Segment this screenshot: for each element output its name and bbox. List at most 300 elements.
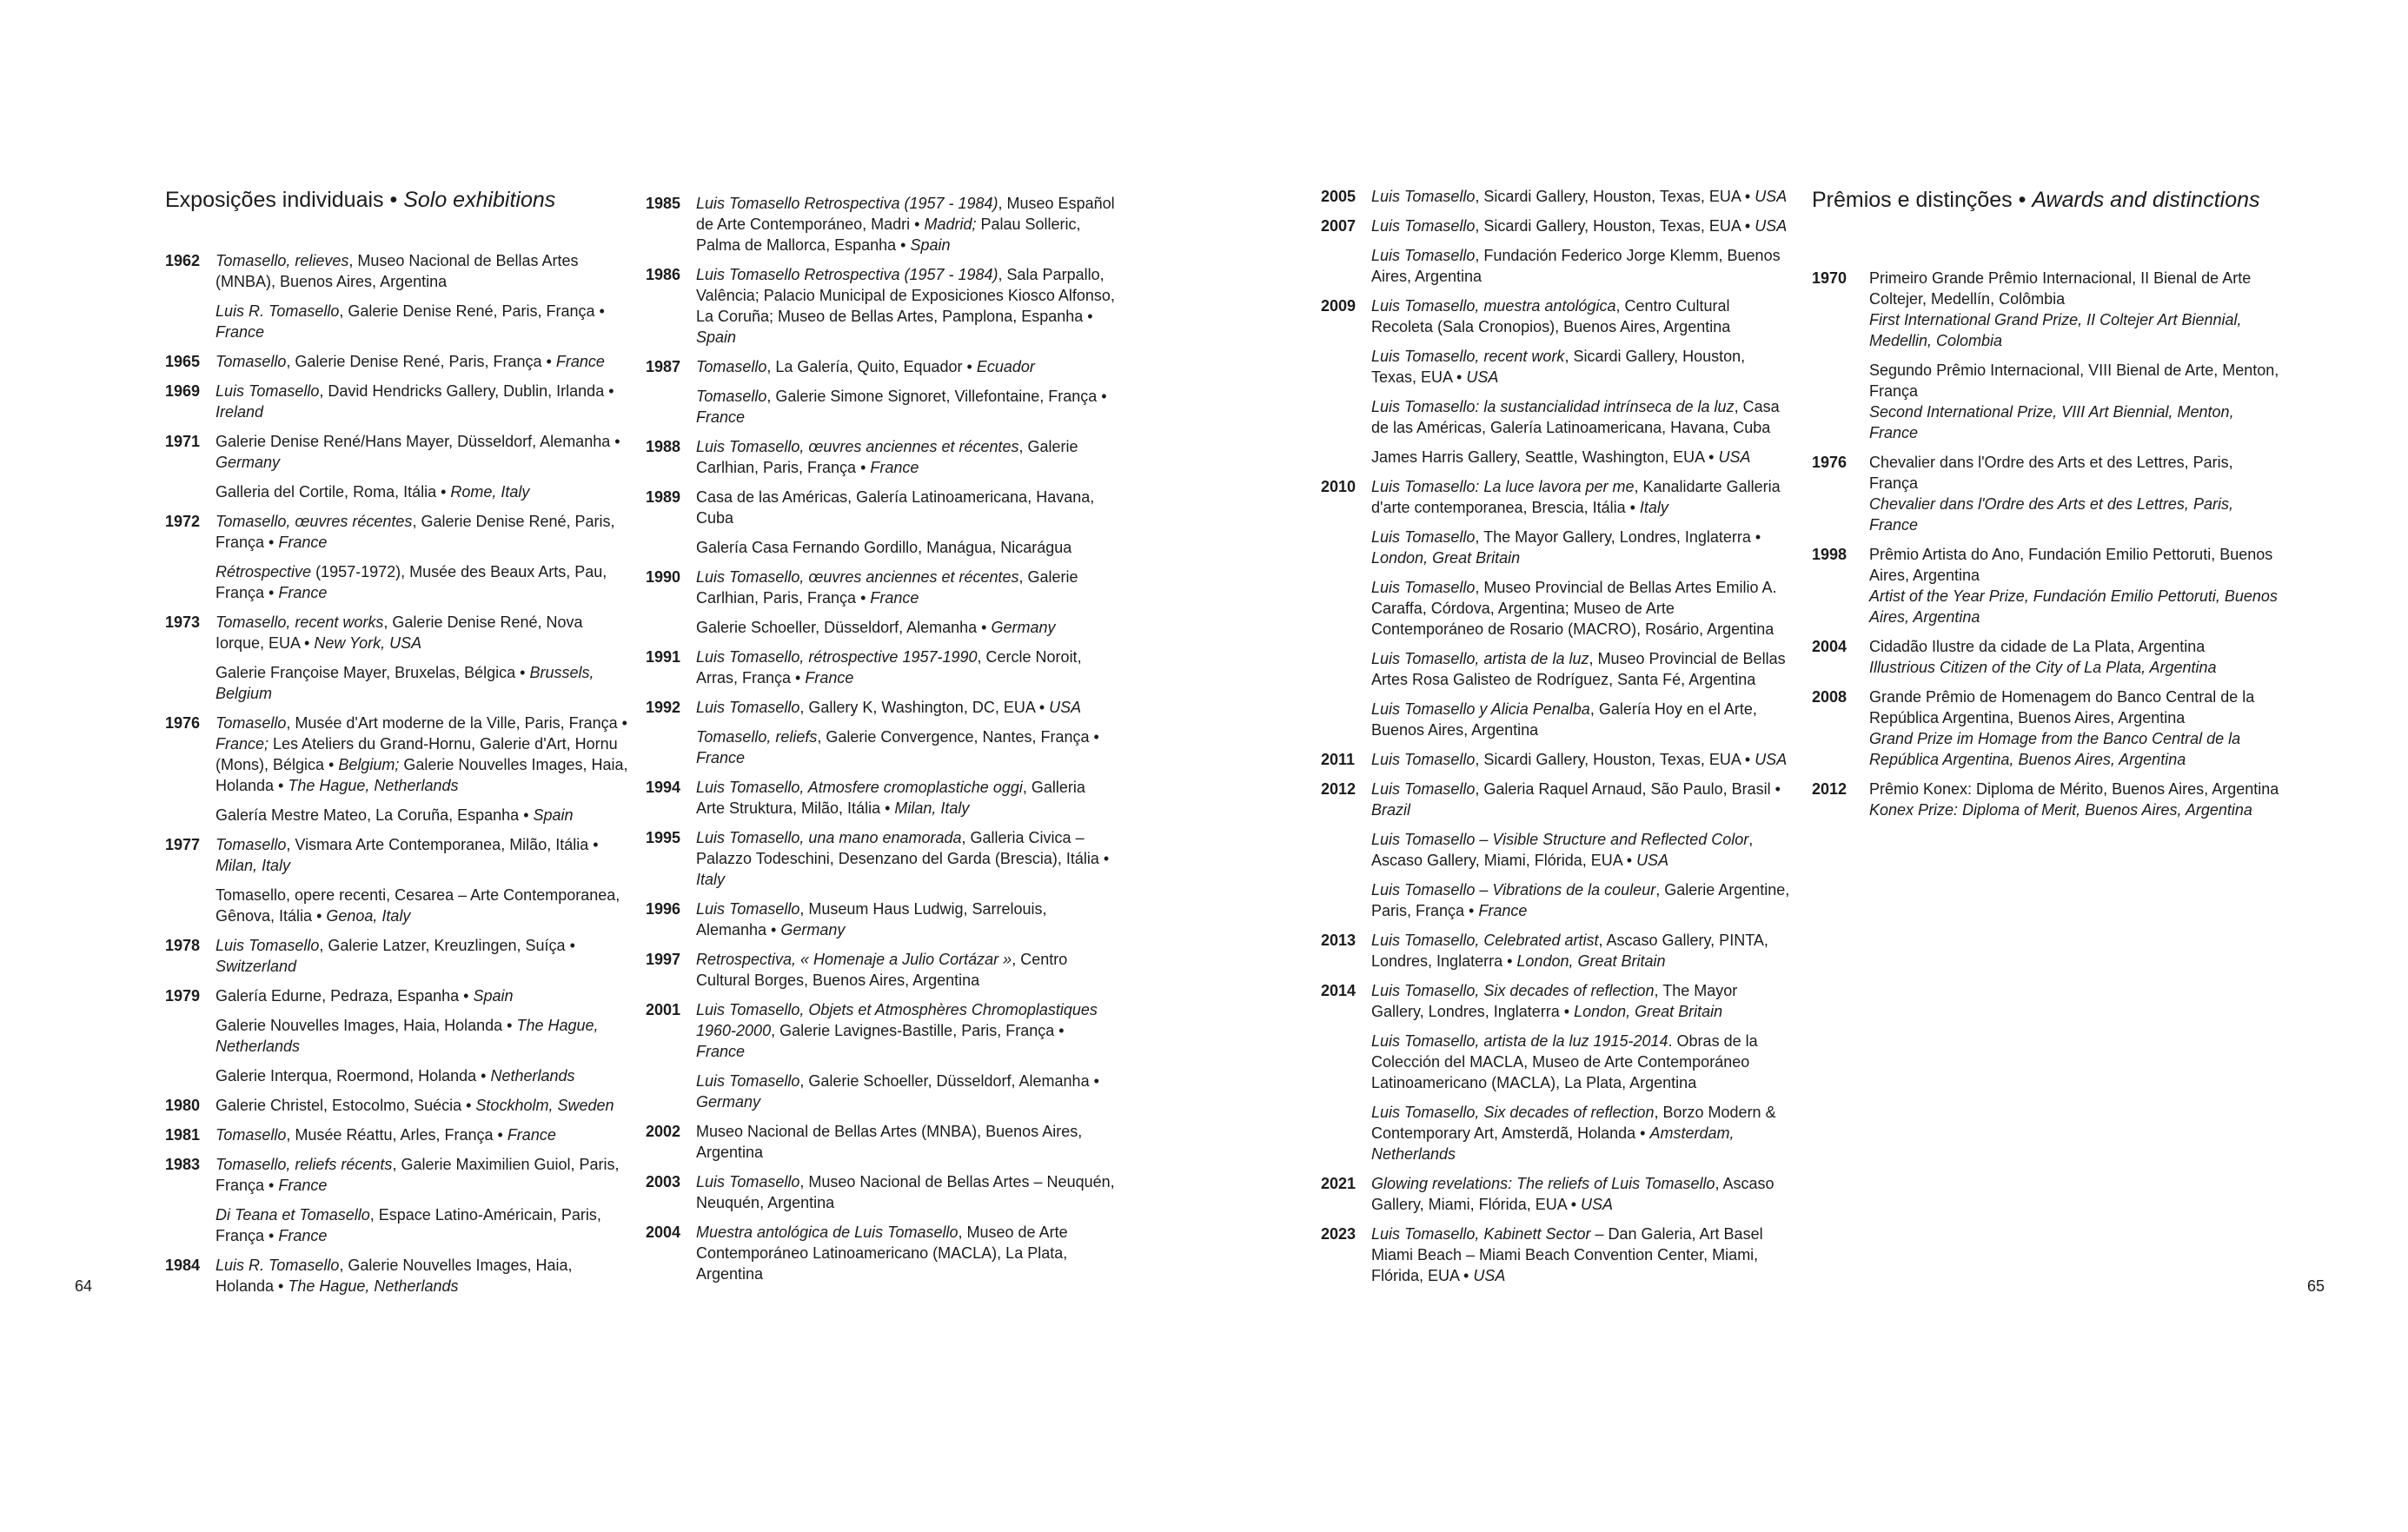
entry-text-plain: , Sicardi Gallery, Houston, Texas, EUA • (1475, 751, 1755, 768)
exhibition-entry (646, 827, 1115, 890)
exhibition-entry (165, 481, 634, 502)
entry-year: 2023 (1321, 1225, 1357, 1243)
entry-text-plain: , Borzo Modern & Contemporary Art, Amsterdã, Holanda • (1371, 1104, 1776, 1142)
entry-text (1371, 447, 1790, 468)
exhibition-entry (646, 647, 1115, 688)
entry-text-italic: Luis Tomasello, œuvres anciennes et récentes (696, 568, 1019, 586)
entry-text-italic: Stockholm, Sweden (475, 1097, 614, 1114)
exhibition-entry (646, 617, 1115, 638)
exhibition-entry (646, 1171, 1115, 1213)
entry-text (216, 1095, 634, 1116)
entry-text (1371, 577, 1790, 640)
entry-text-italic: Luis Tomasello y Alicia Penalba (1371, 700, 1590, 718)
entry-text-italic: Luis Tomasello (216, 382, 320, 400)
exhibition-entry (1321, 1224, 1790, 1286)
entry-text-plain: , Fundación Federico Jorge Klemm, Buenos Aires, Argentina (1371, 247, 1781, 285)
entry-text-plain: , Galerie Denise René, Paris, França • (216, 513, 615, 551)
entry-text-italic: Luis R. Tomasello (216, 302, 340, 320)
entry-year: 1987 (646, 358, 681, 375)
entry-text-italic: Switzerland (216, 958, 297, 975)
entry-year: 1992 (646, 699, 681, 716)
entry-text (696, 1121, 1115, 1163)
entry-text (216, 935, 634, 977)
entry-text-italic: New York, USA (314, 634, 422, 652)
page-number-left: 64 (75, 1277, 93, 1295)
entry-text-italic: Luis Tomasello, Kabinett Sector (1371, 1225, 1591, 1243)
award-entry (1812, 452, 2285, 535)
entry-text-italic: Milan, Italy (894, 799, 970, 817)
entry-text-plain: Galerie Nouvelles Images, Haia, Holanda • (216, 756, 628, 794)
entry-text-italic: Luis Tomasello (696, 699, 800, 716)
exhibition-entry (1321, 1102, 1790, 1164)
entry-text-italic: France (696, 1043, 746, 1060)
entry-text (1371, 699, 1790, 740)
entry-text-italic: Tomasello (216, 353, 287, 370)
entry-text-italic: France (870, 589, 919, 607)
entry-text-plain: Galería Mestre Mateo, La Coruña, Espanha • (216, 806, 534, 824)
entry-text-italic: USA (1755, 188, 1788, 205)
entry-text (1371, 829, 1790, 871)
exhibition-list (646, 193, 1115, 1284)
exhibition-entry (1321, 699, 1790, 740)
entry-text-italic: Luis Tomasello (1371, 528, 1476, 546)
entry-text-plain: Galerie Françoise Mayer, Bruxelas, Bélgica • (216, 664, 530, 681)
award-year: 2008 (1812, 688, 1847, 706)
entry-year: 1969 (165, 382, 201, 400)
entry-text (696, 949, 1115, 991)
entry-text-italic: Madrid; (924, 216, 977, 233)
heading-pt: Prêmios e distinções (1812, 188, 2013, 212)
entry-year: 1981 (165, 1126, 201, 1144)
entry-text (696, 1222, 1115, 1284)
entry-text-plain: , Sala Parpallo, Valência; Palacio Municipal de Exposiciones Kiosco Alfonso, La Coruña; Museo de Bellas Artes, Pamplona, Espanha • (696, 266, 1115, 325)
exhibition-entry (165, 1065, 634, 1086)
entry-text-plain: Galería Casa Fernando Gordillo, Manágua, Nicarágua (696, 539, 1072, 556)
entry-text-plain: Galería Edurne, Pedraza, Espanha • (216, 987, 474, 1005)
entry-text (696, 193, 1115, 255)
entry-text (1371, 930, 1790, 972)
entry-text (1371, 648, 1790, 690)
entry-text-plain: , Galerie Denise René, Paris, França • (286, 353, 556, 370)
award-title-pt: Grande Prêmio de Homenagem do Banco Central de la República Argentina, Buenos Aires, Argentina (1869, 688, 2255, 726)
exhibition-entry (165, 1255, 634, 1297)
entry-text-plain: Galleria del Cortile, Roma, Itália • (216, 483, 451, 501)
entry-text-italic: Luis Tomasello, Celebrated artist (1371, 932, 1599, 949)
exhibition-entry (1321, 186, 1790, 207)
entry-text (216, 1124, 634, 1145)
exhibition-entry (646, 999, 1115, 1062)
entry-year: 2013 (1321, 932, 1357, 949)
exhibition-entry (1321, 245, 1790, 287)
entry-year: 1979 (165, 987, 201, 1005)
entry-text-italic: Spain (910, 236, 951, 254)
entry-year: 2004 (646, 1224, 681, 1241)
entry-year: 1972 (165, 513, 201, 530)
entry-text-italic: Di Teana et Tomasello (216, 1206, 370, 1224)
entry-text-italic: Brussels, Belgium (216, 664, 594, 702)
entry-text-italic: London, Great Britain (1516, 952, 1666, 970)
exhibition-entry (165, 351, 634, 372)
entry-text-plain: , The Mayor Gallery, Londres, Inglaterra • (1475, 528, 1761, 546)
exhibition-entry (1321, 216, 1790, 236)
exhibition-entry (646, 697, 1115, 718)
exhibition-list (165, 250, 634, 1297)
awards-list (1812, 268, 2285, 820)
entry-text-plain: James Harris Gallery, Seattle, Washington, EUA • (1371, 448, 1719, 466)
entry-text-plain: , Sicardi Gallery, Houston, Texas, EUA • (1475, 217, 1755, 235)
entry-text-italic: France (507, 1126, 556, 1144)
exhibition-entry (1321, 1173, 1790, 1215)
entry-text (1371, 396, 1790, 438)
entry-text (1371, 1031, 1790, 1093)
entry-text-plain: , Cercle Noroit, Arras, França • (696, 648, 1082, 686)
entry-year: 2014 (1321, 982, 1357, 999)
entry-text (216, 985, 634, 1006)
entry-text (696, 617, 1115, 638)
heading-separator: • (383, 188, 404, 212)
award-title-en: Grand Prize im Homage from the Banco Central de la República Argentina, Buenos Aires, Argentina (1869, 730, 2241, 768)
entry-text-italic: Tomasello, reliefs (696, 728, 818, 746)
entry-text-italic: Tomasello (216, 714, 287, 732)
entry-text (696, 827, 1115, 890)
entry-text (696, 999, 1115, 1062)
entry-text (696, 436, 1115, 478)
entry-text-italic: Germany (991, 619, 1056, 636)
entry-text-plain: , Vismara Arte Contemporanea, Milão, Itália • (286, 836, 599, 853)
entry-text-plain: , Sicardi Gallery, Houston, Texas, EUA • (1371, 348, 1746, 386)
exhibition-entry (165, 935, 634, 977)
entry-text-plain: Galerie Christel, Estocolmo, Suécia • (216, 1097, 476, 1114)
entry-year: 1990 (646, 568, 681, 586)
entry-text-italic: Germany (780, 921, 846, 938)
entry-text-italic: France (278, 1177, 328, 1194)
entry-text-italic: Luis Tomasello: la sustancialidad intrínseca de la luz (1371, 398, 1735, 415)
entry-text-plain: Galerie Interqua, Roermond, Holanda • (216, 1067, 491, 1084)
entry-text-plain: , The Mayor Gallery, Londres, Inglaterra • (1371, 982, 1738, 1020)
entry-year: 1976 (165, 714, 201, 732)
entry-text-italic: France; (216, 735, 269, 753)
entry-text-plain: – Dan Galeria, Art Basel Miami Beach – Miami Beach Convention Center, Miami, Flórida, EUA • (1371, 1225, 1763, 1284)
entry-text-plain: , Galerie Denise René, Nova Iorque, EUA • (216, 613, 583, 652)
entry-text-italic: London, Great Britain (1574, 1003, 1723, 1020)
entry-text (696, 264, 1115, 348)
entry-year: 1994 (646, 779, 681, 796)
entry-text-italic: Luis Tomasello, rétrospective 1957-1990 (696, 648, 978, 666)
entry-text (1371, 1173, 1790, 1215)
entry-text-italic: Luis Tomasello – Vibrations de la couleur (1371, 881, 1656, 899)
exhibition-entry (1321, 930, 1790, 972)
exhibition-entry (646, 356, 1115, 377)
entry-text-plain: , Ascaso Gallery, PINTA, Londres, Inglaterra • (1371, 932, 1768, 970)
entry-year: 2009 (1321, 297, 1357, 315)
entry-year: 1984 (165, 1257, 201, 1274)
exhibition-entry (1321, 749, 1790, 770)
entry-text-plain: Les Ateliers du Grand-Hornu, Galerie d'Art, Hornu (Mons), Bélgica • (216, 735, 618, 773)
award-entry (1812, 779, 2285, 820)
entry-text-plain: , Galleria Civica – Palazzo Todeschini, Desenzano del Garda (Brescia), Itália • (696, 829, 1110, 867)
entry-text-italic: Luis Tomasello (696, 900, 800, 918)
entry-text-italic: Genoa, Italy (326, 907, 411, 925)
exhibition-entry (1321, 1031, 1790, 1093)
entry-text-plain: , Galerie Carlhian, Paris, França • (696, 438, 1078, 476)
exhibition-entry (1321, 295, 1790, 337)
entry-text-italic: Germany (216, 454, 281, 471)
exhibition-entry (165, 250, 634, 292)
entry-text-italic: Amsterdam, Netherlands (1371, 1124, 1735, 1163)
solo-exhibitions-heading (165, 186, 634, 214)
award-text (1869, 544, 2285, 627)
exhibition-entry (165, 662, 634, 704)
entry-text-plain: , Galerie Nouvelles Images, Haia, Holanda • (216, 1257, 573, 1295)
entry-text (1371, 1224, 1790, 1286)
award-text (1869, 686, 2285, 770)
entry-text-italic: Tomasello, œuvres récentes (216, 513, 413, 530)
entry-year: 1985 (646, 195, 681, 212)
entry-text-italic: London, Great Britain (1371, 549, 1521, 567)
award-title-en: First International Grand Prize, II Coltejer Art Biennial, Medellin, Colombia (1869, 311, 2242, 349)
entry-text-italic: France (278, 584, 328, 601)
entry-text-plain: , Museum Haus Ludwig, Sarrelouis, Alemanha • (696, 900, 1047, 938)
entry-text (1371, 980, 1790, 1022)
entry-text (696, 1171, 1115, 1213)
entry-year: 2007 (1321, 217, 1357, 235)
entry-text-plain: Palau Solleric, Palma de Mallorca, Espanha • (696, 216, 1081, 254)
entry-year: 1986 (646, 266, 681, 283)
entry-year: 1989 (646, 488, 681, 506)
award-title-en: Chevalier dans l'Ordre des Arts et des Lettres, Paris, France (1869, 495, 2233, 534)
entry-year: 2011 (1321, 751, 1356, 768)
entry-text-italic: USA (1473, 1267, 1506, 1284)
entry-text-italic: France (696, 408, 746, 426)
entry-text (216, 351, 634, 372)
entry-text-italic: Germany (696, 1093, 761, 1111)
entry-text-italic: Luis Tomasello (696, 1173, 800, 1190)
entry-text-italic: Luis Tomasello (1371, 780, 1476, 798)
entry-text-plain: , Museo Nacional de Bellas Artes – Neuquén, Neuquén, Argentina (696, 1173, 1115, 1211)
entry-text (216, 1065, 634, 1086)
entry-text-italic: Tomasello (696, 388, 767, 405)
heading-en: Awards and distinctions (2032, 188, 2260, 212)
exhibition-entry (646, 1222, 1115, 1284)
entry-text-plain: , Ascaso Gallery, Miami, Flórida, EUA • (1371, 831, 1754, 869)
entry-text-plain: , Galerie Convergence, Nantes, França • (817, 728, 1099, 746)
exhibition-entry (165, 1015, 634, 1057)
exhibition-entry (165, 561, 634, 603)
entry-text-italic: Luis Tomasello, Objets et Atmosphères Chromoplastiques 1960-2000 (696, 1001, 1098, 1039)
entry-text (216, 381, 634, 422)
award-text (1869, 268, 2285, 351)
entry-year: 1977 (165, 836, 201, 853)
entry-text-plain: , Museo Provincial de Bellas Artes Emilio A. Caraffa, Córdova, Argentina; Museo de Arte Contemporáneo de Rosario (MACRO), Rosário, Argentina (1371, 579, 1777, 638)
entry-text (1371, 346, 1790, 388)
award-title-en: Artist of the Year Prize, Fundación Emilio Pettoruti, Buenos Aires, Argentina (1869, 587, 2278, 626)
entry-text (696, 777, 1115, 819)
entry-text (1371, 216, 1790, 236)
exhibition-entry (646, 193, 1115, 255)
entry-text (696, 899, 1115, 940)
entry-text-italic: Tomasello, recent works (216, 613, 384, 631)
entry-text-italic: Luis R. Tomasello (216, 1257, 340, 1274)
award-year: 1970 (1812, 269, 1847, 287)
entry-text (216, 301, 634, 342)
entry-year: 1988 (646, 438, 681, 455)
entry-year: 1991 (646, 648, 681, 666)
entry-text-italic: Retrospectiva, « Homenaje a Julio Cortázar » (696, 951, 1012, 968)
entry-text (1371, 779, 1790, 820)
entry-text-italic: Luis Tomasello (696, 1072, 800, 1090)
solo-exhibitions-column-1 (165, 186, 634, 1305)
entry-text-italic: USA (1466, 368, 1499, 386)
entry-text (216, 662, 634, 704)
entry-text-italic: USA (1755, 217, 1788, 235)
exhibition-entry (1321, 779, 1790, 820)
award-title-pt: Primeiro Grande Prêmio Internacional, II Bienal de Arte Coltejer, Medellín, Colômbia (1869, 269, 2252, 308)
entry-text-plain: Museo Nacional de Bellas Artes (MNBA), Buenos Aires, Argentina (696, 1123, 1083, 1161)
exhibition-entry (165, 511, 634, 553)
entry-text-plain: Galerie Nouvelles Images, Haia, Holanda • (216, 1017, 517, 1034)
entry-text-italic: Milan, Italy (216, 857, 291, 874)
award-year: 1976 (1812, 454, 1847, 471)
entry-text-italic: Luis Tomasello, recent work (1371, 348, 1565, 365)
exhibition-entry (1321, 577, 1790, 640)
entry-text-italic: Italy (696, 871, 726, 888)
entry-text (696, 567, 1115, 608)
entry-text (696, 537, 1115, 558)
entry-text-plain: , Casa de las Américas, Galería Latinoamericana, Havana, Cuba (1371, 398, 1780, 436)
award-title-pt: Prêmio Konex: Diploma de Mérito, Buenos Aires, Argentina (1869, 780, 2279, 798)
exhibition-entry (165, 885, 634, 926)
entry-text-plain: Galerie Schoeller, Düsseldorf, Alemanha • (696, 619, 992, 636)
page-number-right: 65 (2307, 1277, 2325, 1295)
award-title-en: Second International Prize, VIII Art Biennial, Menton, France (1869, 403, 2234, 441)
entry-text-italic: Luis Tomasello, muestra antológica (1371, 297, 1616, 315)
solo-exhibitions-column-2 (646, 193, 1115, 1293)
entry-text-italic: USA (1581, 1196, 1614, 1213)
entry-text-italic: Luis Tomasello Retrospectiva (1957 - 1984) (696, 266, 998, 283)
entry-text-plain: Tomasello, opere recenti, Cesarea – Arte Contemporanea, Gênova, Itália • (216, 886, 620, 925)
entry-text-italic: France (278, 534, 328, 551)
entry-text-italic: Spain (473, 987, 514, 1005)
exhibition-entry (646, 949, 1115, 991)
entry-text-plain: , Galerie Latzer, Kreuzlingen, Suíça • (319, 937, 575, 954)
award-entry (1812, 544, 2285, 627)
entry-year: 1973 (165, 613, 201, 631)
exhibition-entry (1321, 447, 1790, 468)
exhibition-entry (646, 537, 1115, 558)
exhibition-entry (1321, 476, 1790, 518)
entry-text (1371, 245, 1790, 287)
entry-text-plain: , La Galería, Quito, Equador • (766, 358, 977, 375)
entry-text-plain: , Galerie Schoeller, Düsseldorf, Alemanha • (799, 1072, 1099, 1090)
entry-text (696, 487, 1115, 528)
entry-text-italic: France (278, 1227, 328, 1244)
entry-text-italic: Luis Tomasello Retrospectiva (1957 - 1984) (696, 195, 998, 212)
exhibition-entry (165, 1124, 634, 1145)
entry-year: 1996 (646, 900, 681, 918)
entry-text-plain: , Galerie Simone Signoret, Villefontaine, França • (766, 388, 1107, 405)
award-title-pt: Prêmio Artista do Ano, Fundación Emilio Pettoruti, Buenos Aires, Argentina (1869, 546, 2273, 584)
entry-text (216, 612, 634, 653)
entry-text-plain: , David Hendricks Gallery, Dublin, Irlanda • (319, 382, 614, 400)
solo-exhibitions-column-3 (1321, 186, 1790, 1295)
entry-text-italic: Glowing revelations: The reliefs of Luis Tomasello (1371, 1175, 1715, 1192)
entry-text-italic: France (1478, 902, 1528, 919)
award-title-pt: Cidadão Ilustre da cidade de La Plata, Argentina (1869, 638, 2206, 655)
exhibition-entry (1321, 829, 1790, 871)
exhibition-entry (646, 899, 1115, 940)
award-text (1869, 452, 2285, 535)
entry-text-plain: , Centro Cultural Borges, Buenos Aires, Argentina (696, 951, 1068, 989)
exhibition-entry (165, 1154, 634, 1196)
awards-heading (1812, 186, 2285, 214)
entry-text-italic: Luis Tomasello (1371, 217, 1476, 235)
entry-text-plain: , Musée Réattu, Arles, França • (286, 1126, 507, 1144)
entry-year: 1997 (646, 951, 681, 968)
entry-text-plain: , Galleria Arte Struktura, Milão, Itália • (696, 779, 1085, 817)
entry-text-italic: Luis Tomasello – Visible Structure and Reflected Color (1371, 831, 1749, 848)
entry-text-plain: , Musée d'Art moderne de la Ville, Paris, França • (286, 714, 627, 732)
exhibition-entry (646, 436, 1115, 478)
award-year: 1998 (1812, 546, 1847, 563)
entry-text-italic: Netherlands (490, 1067, 575, 1084)
entry-text (1371, 527, 1790, 568)
entry-text-italic: Tomasello, relieves (216, 252, 349, 269)
entry-text-italic: France (216, 323, 265, 341)
exhibition-entry (165, 1204, 634, 1246)
entry-text-italic: The Hague, Netherlands (288, 1277, 459, 1295)
entry-text (1371, 476, 1790, 518)
award-entry (1812, 686, 2285, 770)
exhibition-entry (1321, 879, 1790, 921)
entry-text-italic: Rétrospective (216, 563, 312, 580)
entry-text-plain: , Galerie Denise René, Paris, França • (339, 302, 605, 320)
exhibition-entry (1321, 527, 1790, 568)
exhibition-entry (165, 1095, 634, 1116)
exhibition-entry (165, 713, 634, 796)
entry-text (216, 1015, 634, 1057)
exhibition-entry (165, 381, 634, 422)
exhibition-entry (1321, 346, 1790, 388)
entry-text (216, 713, 634, 796)
entry-year: 2002 (646, 1123, 681, 1140)
entry-text-italic: Spain (533, 806, 574, 824)
entry-text-italic: Brazil (1371, 801, 1411, 819)
entry-text-italic: Luis Tomasello (1371, 579, 1476, 596)
entry-text (216, 1204, 634, 1246)
entry-text (216, 1154, 634, 1196)
entry-text-plain: , Galerie Carlhian, Paris, França • (696, 568, 1078, 607)
entry-text-italic: Italy (1639, 499, 1668, 516)
entry-text-italic: Luis Tomasello (1371, 751, 1476, 768)
exhibition-entry (1321, 648, 1790, 690)
entry-text-plain: Galerie Denise René/Hans Mayer, Düsseldorf, Alemanha • (216, 433, 620, 450)
entry-text-italic: Luis Tomasello: La luce lavora per me (1371, 478, 1635, 495)
entry-text (216, 481, 634, 502)
award-year: 2004 (1812, 638, 1847, 655)
exhibition-entry (1321, 980, 1790, 1022)
entry-text-italic: Tomasello (216, 836, 287, 853)
exhibition-entry (165, 612, 634, 653)
entry-text-italic: Muestra antológica de Luis Tomasello (696, 1224, 959, 1241)
entry-text-italic: Luis Tomasello, artista de la luz 1915-2014 (1371, 1032, 1668, 1050)
heading-pt: Exposições individuais (165, 188, 384, 212)
entry-text-italic: France (870, 459, 919, 476)
entry-text-italic: Ireland (216, 403, 264, 421)
entry-text-plain: , Centro Cultural Recoleta (Sala Cronopios), Buenos Aires, Argentina (1371, 297, 1731, 335)
entry-text (696, 356, 1115, 377)
entry-year: 1980 (165, 1097, 201, 1114)
entry-text-italic: France (555, 353, 605, 370)
